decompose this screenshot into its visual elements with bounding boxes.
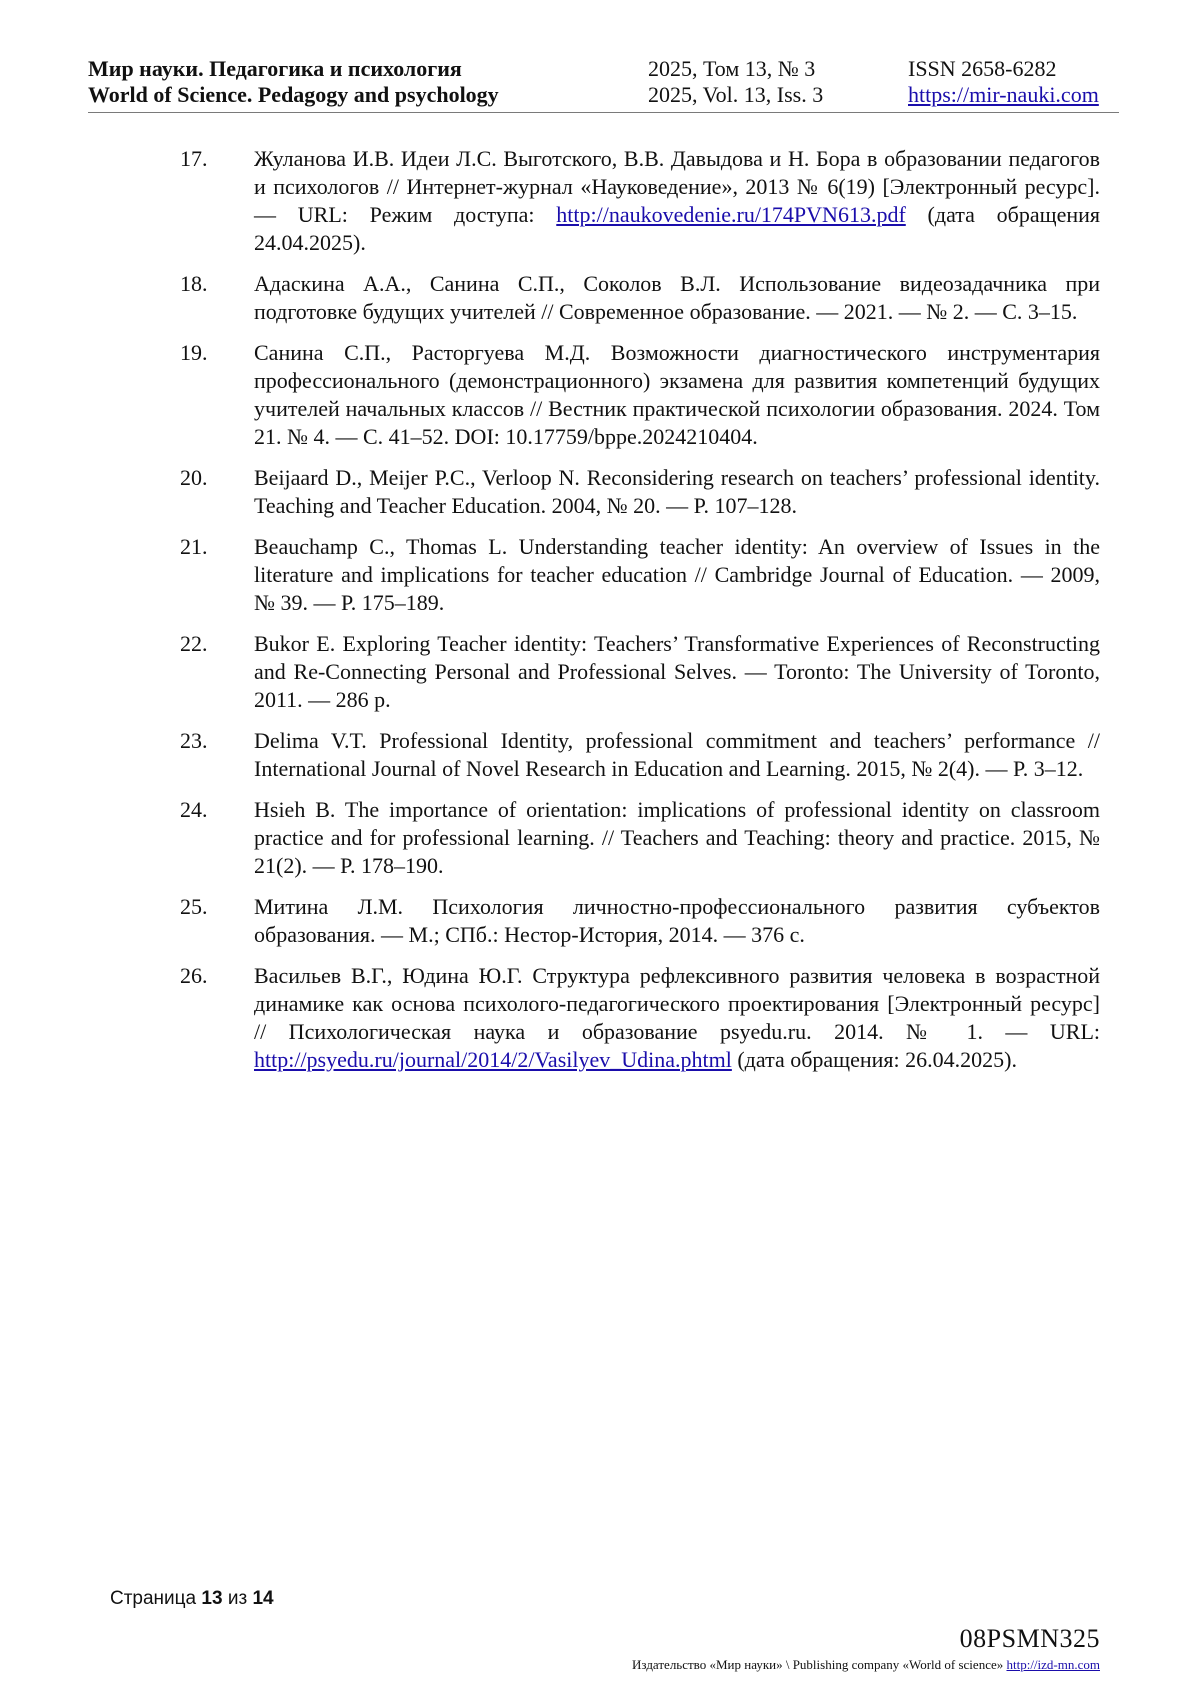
reference-item xyxy=(180,796,1100,880)
reference-access-date: (дата обращения: 26.04.2025). xyxy=(731,1047,1017,1072)
publisher-text: Издательство «Мир науки» \ Publishing company «World of science» xyxy=(632,1657,1004,1672)
page-label: Страница xyxy=(110,1588,197,1609)
reference-text xyxy=(254,796,1100,880)
reference-body: Адаскина А.А., Санина С.П., Соколов В.Л. Использование видеозадачника при подготовке будущих учителей // Современное образование. — 2021. — № 2. — С. 3–15. xyxy=(254,271,1100,324)
journal-title-block xyxy=(88,56,499,108)
reference-item xyxy=(180,533,1100,617)
page-header xyxy=(88,52,1119,113)
reference-link[interactable]: http://naukovedenie.ru/174PVN613.pdf xyxy=(556,202,906,227)
reference-item xyxy=(180,339,1100,451)
reference-number: 18. xyxy=(180,271,208,296)
reference-item xyxy=(180,962,1100,1074)
reference-text xyxy=(254,145,1100,257)
reference-text xyxy=(254,727,1100,783)
issue-en: 2025, Vol. 13, Iss. 3 xyxy=(648,82,824,107)
reference-number: 26. xyxy=(180,963,208,988)
page-current: 13 xyxy=(201,1588,223,1609)
reference-body: Delima V.T. Professional Identity, professional commitment and teachers’ performance // International Journal of Novel Research in Education and Learning. 2015, № 2(4). — P. 3–12. xyxy=(254,728,1100,781)
journal-title-ru: Мир науки. Педагогика и психология xyxy=(88,56,462,81)
reference-text xyxy=(254,630,1100,714)
reference-text xyxy=(254,533,1100,617)
reference-number: 25. xyxy=(180,894,208,919)
reference-text xyxy=(254,893,1100,949)
reference-list xyxy=(180,145,1100,1087)
article-code: 08PSMN325 xyxy=(959,1624,1100,1653)
reference-text xyxy=(254,962,1100,1074)
reference-body: Beauchamp C., Thomas L. Understanding teacher identity: An overview of Issues in the literature and implications for teacher education // Cambridge Journal of Education. — 2009, № 39. — P. 175–189. xyxy=(254,534,1100,615)
page-total: 14 xyxy=(252,1588,274,1609)
page-number xyxy=(110,1588,274,1610)
reference-item xyxy=(180,145,1100,257)
reference-text xyxy=(254,464,1100,520)
reference-body: Bukor E. Exploring Teacher identity: Teachers’ Transformative Experiences of Reconstructing and Re-Connecting Personal and Professional Selves. — Toronto: The University of Toronto, 2011. — 286 p. xyxy=(254,631,1100,712)
reference-link[interactable]: http://psyedu.ru/journal/2014/2/Vasilyev_Udina.phtml xyxy=(254,1047,732,1072)
issue-ru: 2025, Том 13, № 3 xyxy=(648,56,816,81)
journal-title-en: World of Science. Pedagogy and psychology xyxy=(88,82,499,107)
reference-body: Санина С.П., Расторгуева М.Д. Возможности диагностического инструментария профессионального (демонстрационного) экзамена для развития компетенций будущих учителей начальных классов // Вестник практической психологии образования. 2024. Том 21. № 4. — С. 41–52. DOI: 10.17759/bppe.2024210404. xyxy=(254,340,1100,449)
issue-block xyxy=(648,56,823,108)
reference-body: Васильев В.Г., Юдина Ю.Г. Структура рефлексивного развития человека в возрастной динамике как основа психолого-педагогического проектирования [Электронный ресурс] // Психологическая наука и образование psyedu.ru. 2014. № 1. — URL: xyxy=(254,963,1100,1044)
publisher-line xyxy=(632,1657,1100,1673)
issn: ISSN 2658-6282 xyxy=(908,56,1057,81)
site-link[interactable]: https://mir-nauki.com xyxy=(908,82,1099,107)
reference-body: Митина Л.М. Психология личностно-профессионального развития субъектов образования. — М.; СПб.: Нестор-История, 2014. — 376 с. xyxy=(254,894,1100,947)
issn-block xyxy=(908,56,1099,108)
reference-number: 24. xyxy=(180,797,208,822)
reference-number: 21. xyxy=(180,534,208,559)
reference-item xyxy=(180,464,1100,520)
reference-text xyxy=(254,339,1100,451)
reference-item xyxy=(180,893,1100,949)
publisher-link[interactable]: http://izd-mn.com xyxy=(1006,1657,1100,1672)
reference-item xyxy=(180,270,1100,326)
reference-body: Жуланова И.В. Идеи Л.С. Выготского, В.В. Давыдова и Н. Бора в образовании педагогов и психологов // Интернет-журнал «Науковедение», 2013 № 6(19) [Электронный ресурс]. — URL: Режим доступа: xyxy=(254,146,1100,227)
reference-access-date: (дата обращения 24.04.2025). xyxy=(254,202,1100,255)
reference-text xyxy=(254,270,1100,326)
reference-number: 22. xyxy=(180,631,208,656)
reference-body: Beijaard D., Meijer P.C., Verloop N. Reconsidering research on teachers’ professional identity. Teaching and Teacher Education. 2004, № 20. — P. 107–128. xyxy=(254,465,1100,518)
reference-item xyxy=(180,727,1100,783)
reference-number: 20. xyxy=(180,465,208,490)
reference-number: 23. xyxy=(180,728,208,753)
reference-item xyxy=(180,630,1100,714)
reference-number: 17. xyxy=(180,146,208,171)
reference-number: 19. xyxy=(180,340,208,365)
reference-body: Hsieh B. The importance of orientation: implications of professional identity on classroom practice and for professional learning. // Teachers and Teaching: theory and practice. 2015, № 21(2). — P. 178–190. xyxy=(254,797,1100,878)
page-of: из xyxy=(227,1588,248,1609)
